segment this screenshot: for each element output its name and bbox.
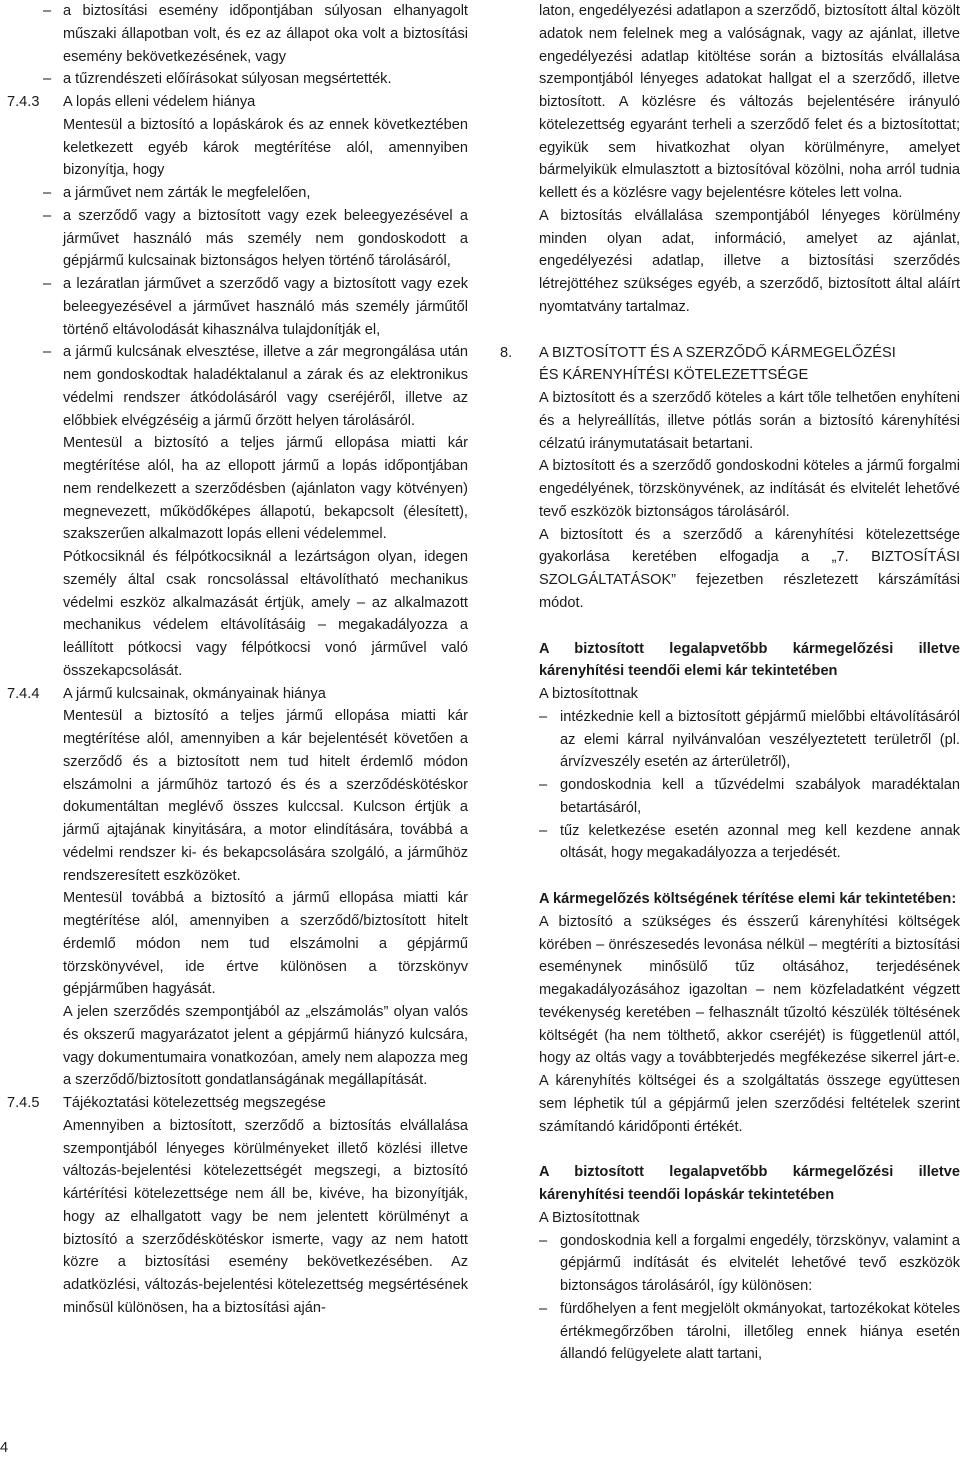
paragraph: A biztosított és a szerződő köteles a kárt tőle telhetően enyhíteni és a helyreállítás, illetve pótlás során a biztosító kárenyhítési célzatú iránymutatásait betartani. [539, 390, 960, 452]
paragraph: A biztosított és a szerződő gondoskodni köteles a jármű forgalmi engedélyének, törzskönyvének, az indítását és elvitelét lehetővé tevő eszközök biztonságos tárolásáról. [539, 458, 960, 520]
paragraph: Mentesül továbbá a biztosító a jármű ellopása miatti kár megtérítése alól, amennyiben a szerződő/biztosított hitelt érdemlő módon nem tud elszámolni a gépjármű törzskönyvével, ide értve különösen a törzskönyv gépjárműben hagyását. [63, 890, 468, 998]
paragraph: A biztosító a szükséges és ésszerű kárenyhítési költségek körében – önrészesedés levonása nélkül – megtéríti a biztosítási eseménynek minősülő tűz oltásához, terjedésének megakadályozásához igazoltan – nem közfeladatként végzett tevékenység keretében – felhasznált tűzoltó készülék töltésének költségét (ha nem tölthető, akkor cseréjét) is függetlenül attól, hogy az oltás vagy a továbbterjedés megfékezése sikerrel járt-e. A kárenyhítés költségei és a szolgáltatás összege együttesen sem léphetik túl a gépjármű jelen szerződési feltételek szerint számítandó káridőponti értékét. [539, 913, 960, 1135]
list-item: – gondoskodnia kell a tűzvédelmi szabályok maradéktalan betartásáról, [494, 774, 960, 820]
paragraph: A biztosított és a szerződő a kárenyhítési kötelezettsége gyakorlása keretében elfogadja a „7. BIZTOSÍTÁSI SZOLGÁLTATÁSOK” fejezetben részletezett kárszámítási módot. [539, 526, 960, 611]
list-item: – tűz keletkezése esetén azonnal meg kell kezdene annak oltását, hogy megakadályozza a terjedését. [494, 820, 960, 866]
list-item: – gondoskodnia kell a forgalmi engedély, törzskönyv, valamint a gépjármű indítását és elvitelét lehetővé tevő eszközök biztonságos tárolásáról, így különösen: [494, 1230, 960, 1298]
list-item: – a lezáratlan járművet a szerződő vagy a biztosított vagy ezek beleegyezésével a járművet használó más személy járműtől történő eltávolodását kihasználva tulajdonítják el, [0, 273, 468, 341]
list-item: – a járművet nem zárták le megfelelően, [0, 182, 468, 205]
dash-marker: – [43, 207, 52, 224]
right-column [494, 0, 960, 1366]
dash-marker: – [539, 822, 548, 839]
page-number: 4 [0, 1440, 9, 1456]
list-item: – a szerződő vagy a biztosított vagy ezek beleegyezésével a járművet használó más személy nem gondoskodott a gépjármű kulcsainak biztonságos helyen történő tárolásáról, [0, 205, 468, 273]
dash-marker: – [539, 1300, 548, 1317]
subheading: A kármegelőzés költségének térítése elemi kár tekintetében: [539, 891, 957, 907]
dash-marker: – [43, 276, 52, 292]
paragraph: A jelen szerződés szempontjából az „elszámolás” olyan valós és okszerű magyarázatot jelent a gépjármű hiányzó kulcsára, vagy dokumentumaira vonatkozóan, amely nem alapozza meg a szerződő/biztosított gondatlanságának megállapítását. [63, 1004, 468, 1089]
section-heading-7-4-5: 7.4.5 Tájékoztatási kötelezettség megszegése [7, 1095, 326, 1111]
section-heading-7-4-4: 7.4.4 A jármű kulcsainak, okmányainak hiánya [7, 685, 326, 702]
paragraph: Mentesül a biztosító a teljes jármű ellopása miatti kár megtérítése alól, ha az ellopott jármű a lopás időpontjában nem rendelkezett a szerződésben (ajánlaton vagy kötvényen) megnevezett, működőképes állapotú, bekapcsolt (élesített), szakszerűen alkalmazott lopás elleni védelemmel. [63, 435, 468, 543]
dash-marker: – [539, 708, 548, 725]
subheading: A biztosított legalapvetőbb kármegelőzési illetve kárenyhítési teendői lopáskár tekintetében [539, 1164, 960, 1203]
paragraph: A biztosítottnak [539, 686, 638, 702]
paragraph: A Biztosítottnak [539, 1209, 640, 1226]
left-column [0, 0, 468, 1320]
dash-marker: – [539, 777, 548, 793]
list-item: – fürdőhelyen a fent megjelölt okmányokat, tartozékokat köteles értékmegőrzőben tárolni, illetőleg ennek hiánya esetén állandó felügyelete alatt tartani, [494, 1298, 960, 1366]
subheading: A biztosított legalapvetőbb kármegelőzési illetve kárenyhítési teendői elemi kár tekintetében [539, 640, 960, 680]
list-item: – a biztosítási esemény időpontjában súlyosan elhanyagolt műszaki állapotban volt, és ez az állapot oka volt a biztosítási esemény bekövetkezésének, vagy [0, 0, 468, 68]
dash-marker: – [43, 71, 52, 88]
dash-marker: – [43, 185, 52, 201]
paragraph: laton, engedélyezési adatlapon a szerződő, biztosított által közölt adatok nem felelnek meg a valóságnak, vagy az ajánlat, illetve engedélyezési adatlap kitöltése során a biztosítás elvállalása szempontjából lényeges adatokat hallgat el a szerződő, illetve biztosított. A közlésre és változás bejelentésére irányuló kötelezettség egyaránt terheli a szerződő felet és a biztosítottat; egyikük sem hivatkozhat olyan körülményre, amelyet bármelyikük elmulasztott a biztosítóval közölni, noha arról tudnia kellett és a közlésre vagy bejelentésre köteles lett volna. [539, 3, 960, 201]
list-item: – a tűzrendészeti előírásokat súlyosan megsértették. [0, 68, 468, 91]
paragraph: Mentesül a biztosító a lopáskárok és az ennek következtében keletkezett egyéb károk megtérítése alól, amennyiben bizonyítja, hogy [63, 116, 468, 179]
dash-marker: – [43, 344, 52, 361]
paragraph: Pótkocsiknál és félpótkocsiknál a lezártságon olyan, idegen személy által csak roncsolással eltávolítható mechanikus védelmi eszköz alkalmazását értjük, amely – az alkalmazott mechanikus védelem eltávolításáig – megakadályozza a leállított pótkocsi vagy félpótkocsi vonó járművel való összekapcsolását. [63, 549, 468, 679]
section-heading-8: 8. A BIZTOSÍTOTT ÉS A SZERZŐDŐ KÁRMEGELŐZÉSI ÉS KÁRENYHÍTÉSI KÖTELEZETTSÉGE [500, 344, 896, 384]
section-heading-7-4-3: 7.4.3 A lopás elleni védelem hiánya [7, 94, 256, 110]
dash-marker: – [43, 3, 52, 19]
dash-marker: – [539, 1232, 548, 1249]
paragraph: Amennyiben a biztosított, szerződő a biztosítás elvállalása szempontjából lényeges körülményeket illető közlési illetve változás-bejelentési kötelezettségét megszegi, a biztosító kártérítési kötelezettsége nem áll be, kivéve, ha bizonyítják, hogy az elhallgatott vagy be nem jelentett körülményt a biztosító a szerződéskötéskor ismerte, vagy az nem hatott közre a biztosítási esemény bekövetkezésében. Az adatközlési, változás-bejelentési kötelezettség megsértésének minősül különösen, ha a biztosítási aján- [63, 1117, 468, 1316]
list-item: – a jármű kulcsának elvesztése, illetve a zár megrongálása után nem gondoskodtak haladéktalanul a zárak és az elektronikus védelmi rendszer átkódolásáról vagy cseréjéről, illetve az előbbiek elvégzéséig a jármű őrzött helyen tárolásáról. [0, 341, 468, 432]
list-item: – intézkednie kell a biztosított gépjármű mielőbbi eltávolításáról az elemi kárral nyilvánvalóan veszélyeztetett területről (pl. árvízveszély esetén az árterületről), [494, 706, 960, 774]
paragraph: Mentesül a biztosító a teljes jármű ellopása miatti kár megtérítése alól, amennyiben a kár bejelentését követően a szerződő és a biztosított nem tud hitelt érdemlő módon elszámolni a járműhöz tartozó és és a szerződéskötéskor dokumentáltan meglévő összes kulccsal. Kulcson értjük a jármű ajtajának kinyitására, a motor elindítására, továbbá a védelmi rendszer ki- és bekapcsolására szolgáló, a járműhöz rendszeresített eszközöket. [63, 708, 468, 884]
paragraph: A biztosítás elvállalása szempontjából lényeges körülmény minden olyan adat, információ, amelyet az ajánlat, engedélyezési adatlap, illetve a biztosítási szerződés létrejöttéhez szükséges egyéb, a szerződő, biztosított által aláírt nyomtatvány tartalmaz. [539, 207, 960, 315]
